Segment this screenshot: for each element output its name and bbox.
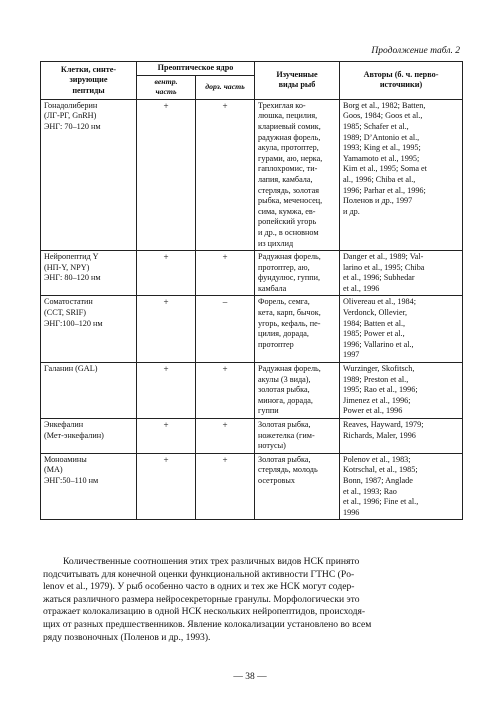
cell-authors: Borg et al., 1982; Batten, Goos, 1984; Goos et al., 1985; Schafer et al., 1989; D’Antonio et al., 1993; King et al., 1995; Yamamoto et al., 1995; Kim et al., 1995; Soma et al., 1996; Chiba et al., 1996; Parhar et al., 1996; Поленов и др., 1997 и др. xyxy=(340,99,463,250)
cell-species: Трехиглая ко- люшка, пецилия, клариевый сомик, радужная форель, акула, протоптер, гурами, аю, нерка, гаплохромис, ти- лапия, камбала, стерлядь, золотая рыбка, меченосец, сима, кумжа, ев- ропейский угорь и др., в основном из цихлид xyxy=(255,99,340,250)
paragraph-line: щих от разных предшественников. Явление колокализации установлено во всем xyxy=(43,618,372,630)
cell-peptide-name: Галанин (GAL) xyxy=(41,363,137,419)
cell-peptide-name: Соматостатин (ССТ, SRIF) ЭНГ:100–120 нм xyxy=(41,296,137,363)
header-dorsal: дорз. часть xyxy=(196,75,255,99)
cell-ventral: + xyxy=(137,99,196,250)
cell-species: Радужная форель, протоптер, аю, фундулюс, гуппи, камбала xyxy=(255,251,340,296)
cell-species: Золотая рыбка, стерлядь, молодь осетровых xyxy=(255,453,340,520)
cell-authors: Olivereau et al., 1984; Verdonck, Ollevier, 1984; Batten et al., 1985; Power et al., 1996; Vallarino et al., 1997 xyxy=(340,296,463,363)
paragraph-line: жаться различного размера нейросекреторные гранулы. Морфологически это xyxy=(43,593,360,605)
cell-authors: Reaves, Hayward, 1979; Richards, Maler, 1996 xyxy=(340,419,463,454)
paragraph-line: ряду позвоночных (Поленов и др., 1993). xyxy=(43,631,211,643)
cell-species: Форель, семга, кета, карп, бычок, угорь, кефаль, пе- цилия, дорада, протоптер xyxy=(255,296,340,363)
cell-ventral: + xyxy=(137,419,196,454)
paragraph-line: отражает колокализацию в одной НСК нескольких нейропептидов, происходя- xyxy=(43,606,366,618)
paragraph-line: подсчитывать для конечной оценки функциональной активности ГТНС (Po- xyxy=(43,568,355,580)
body-paragraph xyxy=(43,556,463,644)
paragraph-line: Количественные соотношения этих трех различных видов НСК принято xyxy=(63,556,360,567)
cell-authors: Polenov et al., 1983; Kotrschal, et al., 1985; Bonn, 1987; Anglade et al., 1993; Rao et al., 1996; Fine et al., 1996 xyxy=(340,453,463,520)
table-row xyxy=(41,363,463,419)
cell-dorsal: + xyxy=(196,251,255,296)
table-row xyxy=(41,419,463,454)
header-species: Изученные виды рыб xyxy=(255,62,340,100)
cell-peptide-name: Энкефалин (Мет-энкефалин) xyxy=(41,419,137,454)
cell-ventral: + xyxy=(137,251,196,296)
table-body xyxy=(41,99,463,520)
cell-ventral: + xyxy=(137,296,196,363)
cell-dorsal: + xyxy=(196,453,255,520)
cell-dorsal: + xyxy=(196,99,255,250)
cell-species: Золотая рыбка, ножетелка (гим- нотусы) xyxy=(255,419,340,454)
header-ventral: вентр. часть xyxy=(137,75,196,99)
cell-dorsal: + xyxy=(196,419,255,454)
header-authors: Авторы (б. ч. перво- источники) xyxy=(340,62,463,100)
table-row xyxy=(41,251,463,296)
cell-peptide-name: Нейропептид Y (НП-Y, NPY) ЭНГ: 80–120 нм xyxy=(41,251,137,296)
cell-species: Радужная форель, акулы (3 вида), золотая рыбка, минога, дорада, гуппи xyxy=(255,363,340,419)
cell-peptide-name: Моноамины (МА) ЭНГ:50–110 нм xyxy=(41,453,137,520)
cell-authors: Wurzinger, Skofitsch, 1989; Preston et al., 1995; Rao et al., 1996; Jimenez et al., 1996; Power et al., 1996 xyxy=(340,363,463,419)
table-row xyxy=(41,99,463,250)
cell-peptide-name: Гонадолиберин (ЛГ-РГ, GnRH) ЭНГ: 70–120 нм xyxy=(41,99,137,250)
peptides-table xyxy=(40,61,463,520)
table-continuation-label: Продолжение табл. 2 xyxy=(371,46,460,56)
header-cells: Клетки, синте- зирующие пептиды xyxy=(41,62,137,100)
page-number: — 38 — xyxy=(233,672,267,682)
cell-ventral: + xyxy=(137,453,196,520)
table-row xyxy=(41,296,463,363)
header-preoptic-nucleus: Преоптическое ядро xyxy=(137,62,255,76)
cell-dorsal: – xyxy=(196,296,255,363)
table-header-row xyxy=(41,62,463,76)
cell-dorsal: + xyxy=(196,363,255,419)
table-row xyxy=(41,453,463,520)
cell-authors: Danger et al., 1989; Val- larino et al., 1995; Chiba et al., 1996; Subhedar et al., 1996 xyxy=(340,251,463,296)
cell-ventral: + xyxy=(137,363,196,419)
paragraph-line: lenov et al., 1979). У рыб особенно часто в одних и тех же НСК могут содер- xyxy=(43,581,355,593)
